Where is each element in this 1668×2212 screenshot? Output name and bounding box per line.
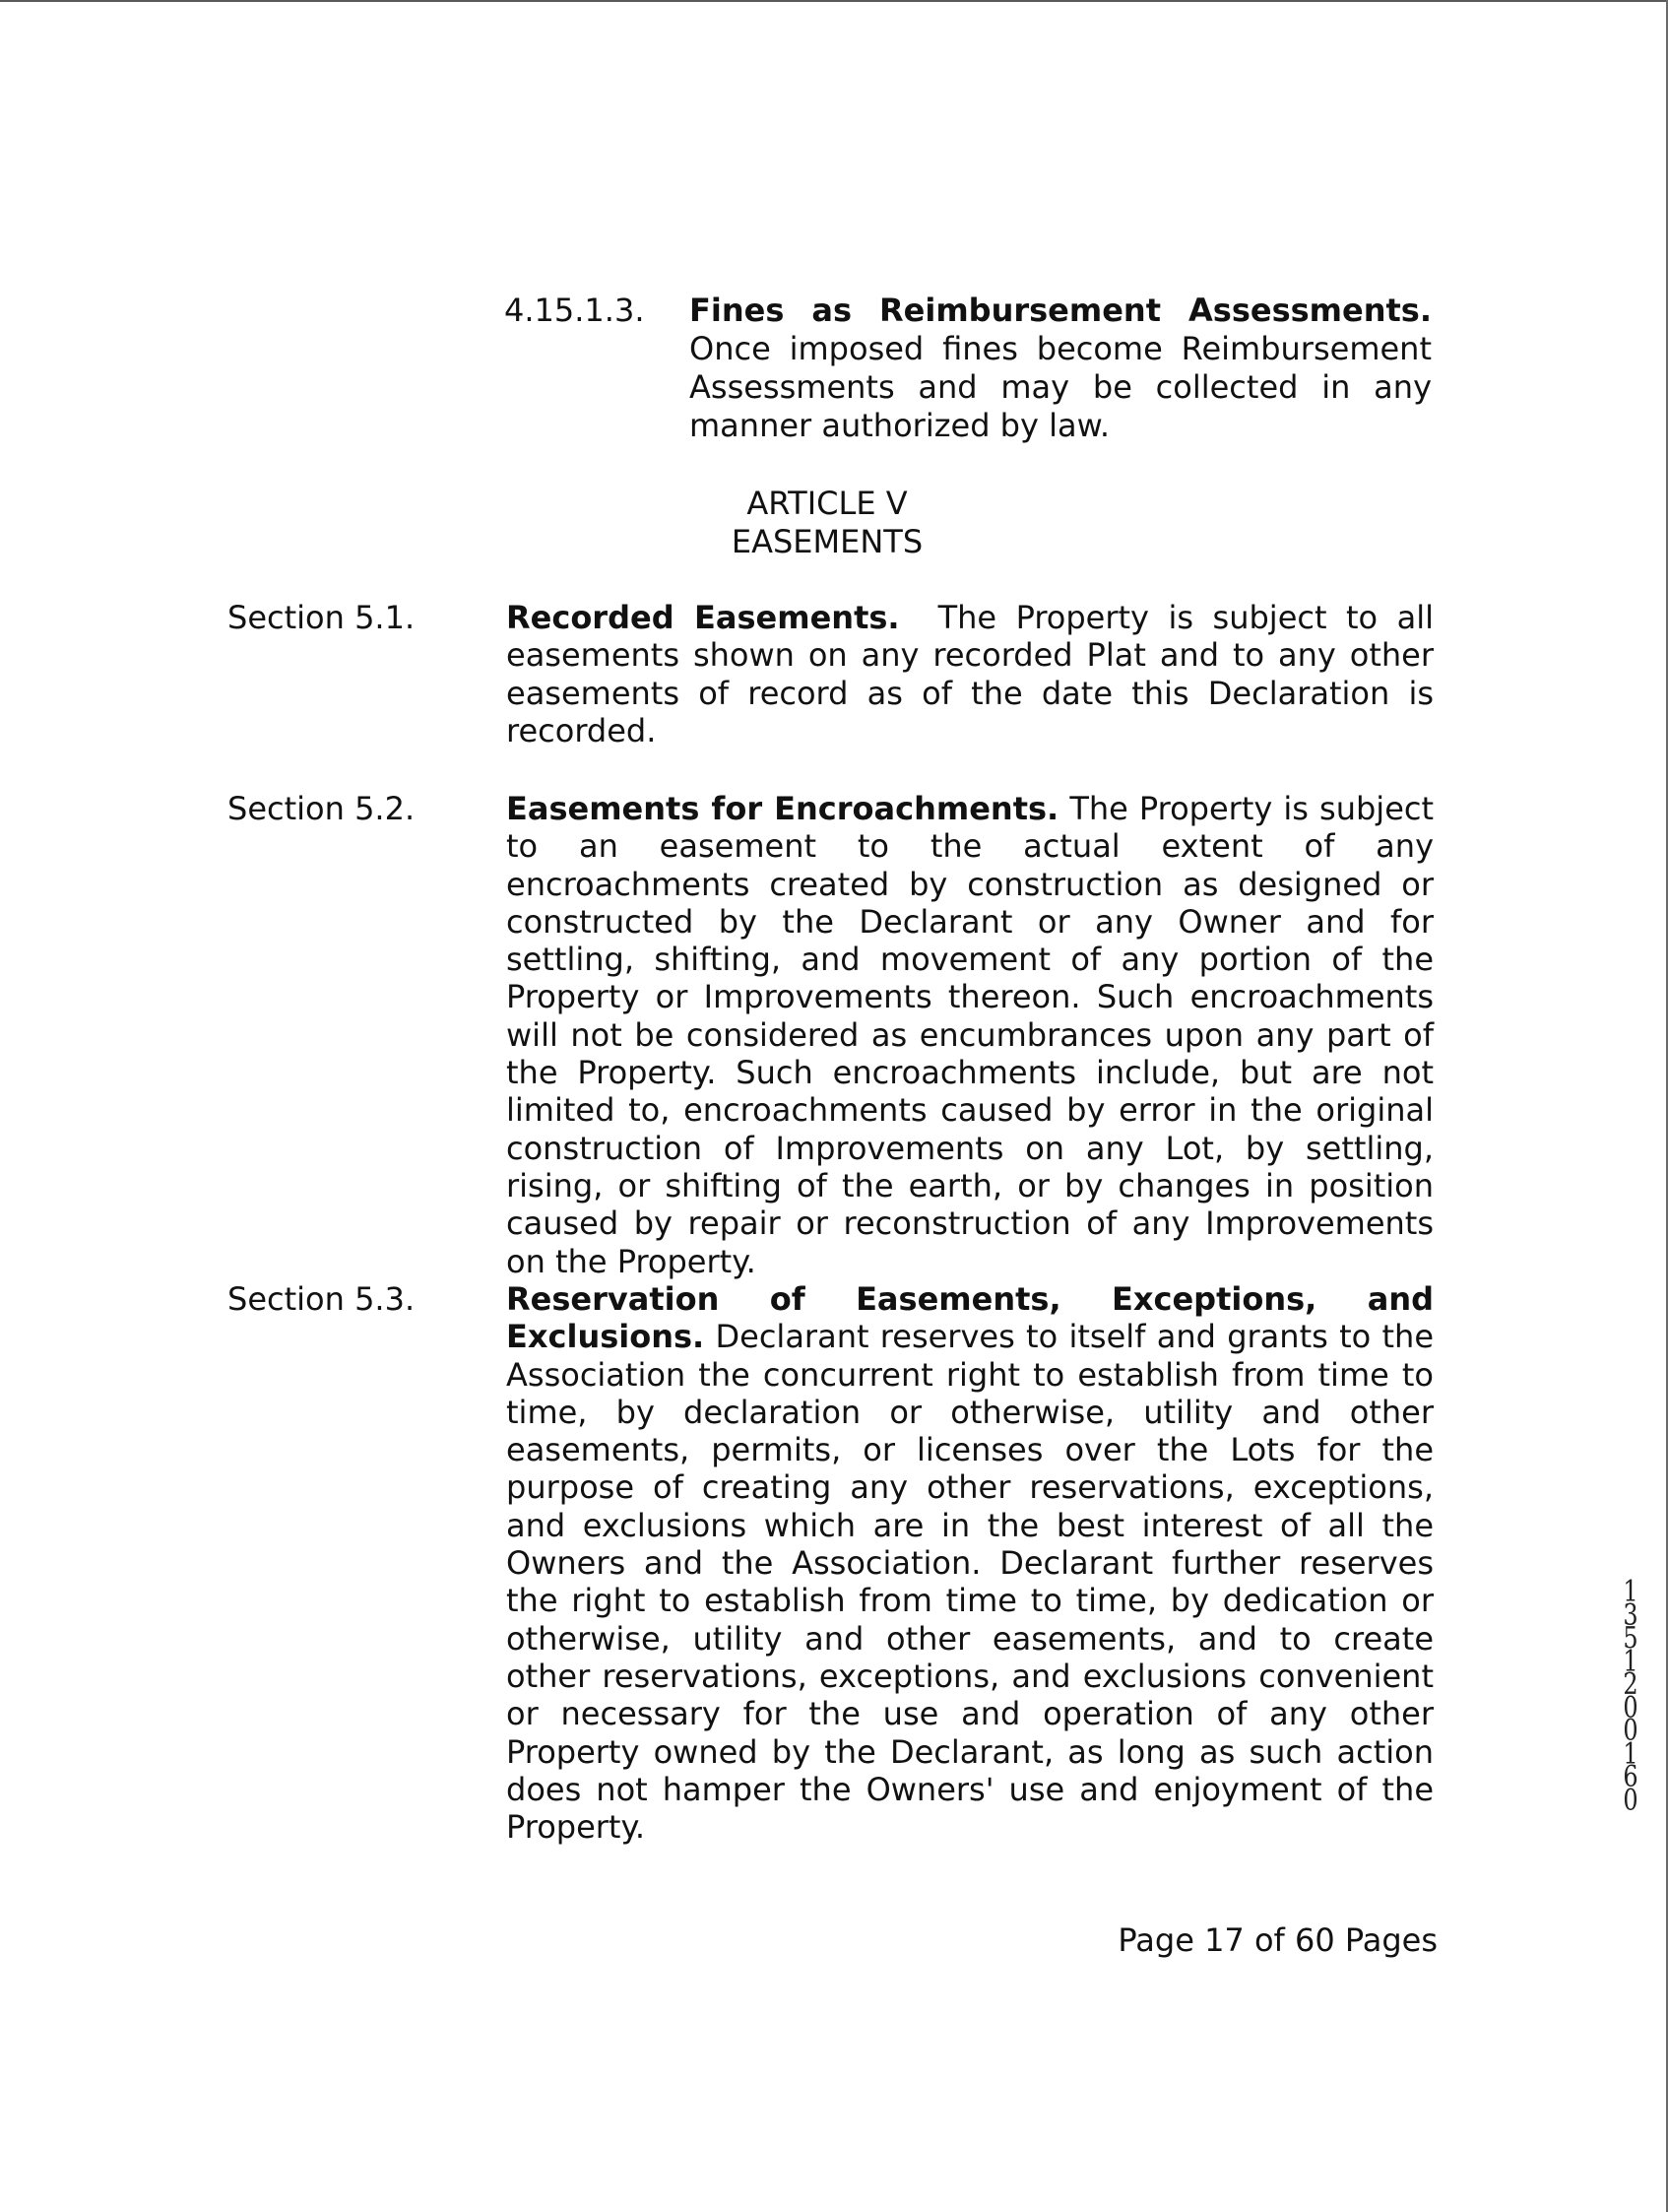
subsection-title: Fines as Reimbursement Assessments. bbox=[689, 292, 1432, 329]
subsection-number: 4.15.1.3. bbox=[504, 292, 645, 329]
subsection-paragraph bbox=[689, 292, 1432, 445]
subsection-text: Once imposed fines become Reimbursement Assessments and may be collected in any manner authorized by law. bbox=[689, 330, 1432, 444]
section-paragraph-5-3 bbox=[506, 1280, 1434, 1846]
page-number: Page 17 of 60 Pages bbox=[1118, 1921, 1438, 1959]
section-title-5-2: Easements for Encroachments. bbox=[506, 790, 1059, 827]
section-text-5-2: The Property is subject to an easement to the actual extent of any encroachments created by construction as designed or constructed by the Declarant or any Owner and for settling, shifting, and movement of any portion of the Property or Improvements thereon. Such encroachments will not be considered as encumbrances upon any part of the Property. Such encroachments include, but are not limited to, encroachments caused by error in the original construction of Improvements on any Lot, by settling, rising, or shifting of the earth, or by changes in position caused by repair or reconstruction of any Improvements on the Property. bbox=[506, 790, 1435, 1280]
article-title: EASEMENTS bbox=[731, 523, 924, 560]
scan-top-edge bbox=[0, 0, 1668, 2]
section-title-5-3: Reservation of Easements, Exceptions, and Exclusions. bbox=[506, 1280, 1434, 1356]
section-label-5-2: Section 5.2. bbox=[227, 790, 416, 827]
section-text-5-3: Declarant reserves to itself and grants to the Association the concurrent right to establish from time to time, by declaration or otherwise, utility and other easements, permits, or licenses over the Lots for the purpose of creating any other reservations, exceptions, and exclusions which are in the best interest of all the Owners and the Association. Declarant further reserves the right to establish from time to time, by dedication or otherwise, utility and other easements, and to create other reservations, exceptions, and exclusions convenient or necessary for the use and operation of any other Property owned by the Declarant, as long as such action does not hamper the Owners' use and enjoyment of the Property. bbox=[506, 1318, 1435, 1847]
section-label-5-3: Section 5.3. bbox=[227, 1280, 416, 1318]
article-heading bbox=[640, 485, 1014, 561]
article-number: ARTICLE V bbox=[746, 485, 908, 522]
section-paragraph-5-1 bbox=[506, 599, 1434, 749]
section-paragraph-5-2 bbox=[506, 790, 1434, 1280]
section-title-5-1: Recorded Easements. bbox=[506, 599, 900, 636]
section-text-5-1: The Property is subject to all easements shown on any recorded Plat and to any other easements of record as of the date this Declaration is recorded. bbox=[506, 599, 1435, 749]
recording-stamp: 1351200160 bbox=[1623, 1575, 1638, 1818]
section-label-5-1: Section 5.1. bbox=[227, 599, 416, 636]
